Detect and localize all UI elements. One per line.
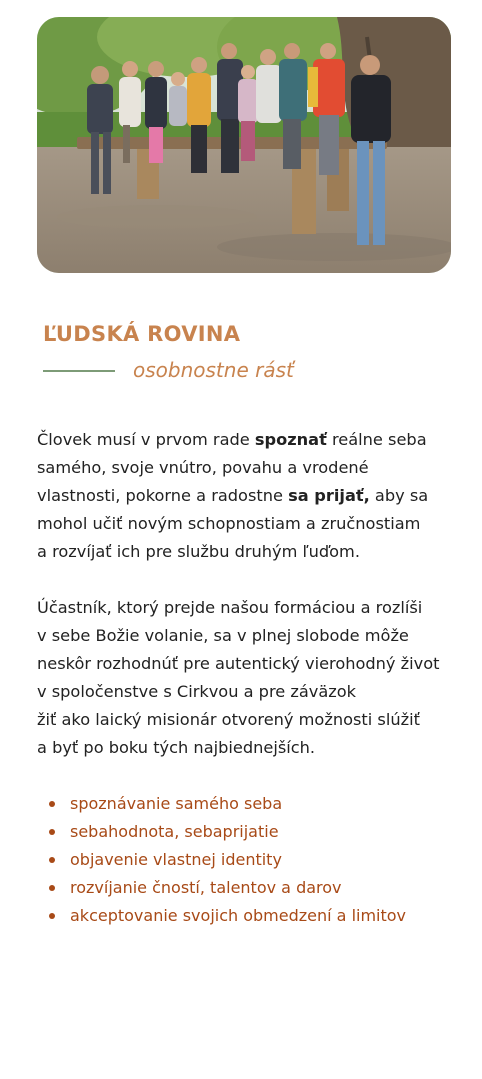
list-item: akceptovanie svojich obmedzení a limitov xyxy=(37,902,406,930)
emphasis-text: sa prijať, xyxy=(288,486,370,505)
bullet-icon xyxy=(49,801,55,807)
list-item: rozvíjanie čností, talentov a darov xyxy=(37,874,406,902)
bullet-icon xyxy=(49,829,55,835)
intro-paragraph xyxy=(37,426,467,566)
paragraph-line: mohol učiť novým schopnostiam a zručnostiam xyxy=(37,514,421,533)
bullet-icon xyxy=(49,885,55,891)
paragraph-line: v sebe Božie volanie, sa v plnej slobode môže xyxy=(37,626,409,645)
paragraph-line: Človek musí v prvom rade spoznať reálne seba xyxy=(37,430,427,449)
subtitle-divider xyxy=(43,370,115,372)
bullet-icon xyxy=(49,913,55,919)
section-subtitle: osobnostne rásť xyxy=(133,358,294,382)
bullet-icon xyxy=(49,857,55,863)
emphasis-text: spoznať xyxy=(254,430,327,449)
section-title: ĽUDSKÁ ROVINA xyxy=(43,322,241,346)
list-item: sebahodnota, sebaprijatie xyxy=(37,818,406,846)
paragraph-line: samého, svoje vnútro, povahu a vrodené xyxy=(37,458,369,477)
vocation-paragraph xyxy=(37,594,467,762)
paragraph-line: neskôr rozhodnúť pre autentický vierohodný život xyxy=(37,654,440,673)
list-item: spoznávanie samého seba xyxy=(37,790,406,818)
paragraph-line: Účastník, ktorý prejde našou formáciou a rozlíši xyxy=(37,598,423,617)
list-item: objavenie vlastnej identity xyxy=(37,846,406,874)
paragraph-line: žiť ako laický misionár otvorený možnosti slúžiť xyxy=(37,710,420,729)
group-photo xyxy=(37,17,451,273)
paragraph-line: a byť po boku tých najbiednejších. xyxy=(37,738,316,757)
paragraph-line: vlastnosti, pokorne a radostne sa prijať, aby sa xyxy=(37,486,429,505)
paragraph-line: a rozvíjať ich pre službu druhým ľuďom. xyxy=(37,542,360,561)
paragraph-line: v spoločenstve s Cirkvou a pre záväzok xyxy=(37,682,357,701)
growth-list xyxy=(37,790,406,930)
